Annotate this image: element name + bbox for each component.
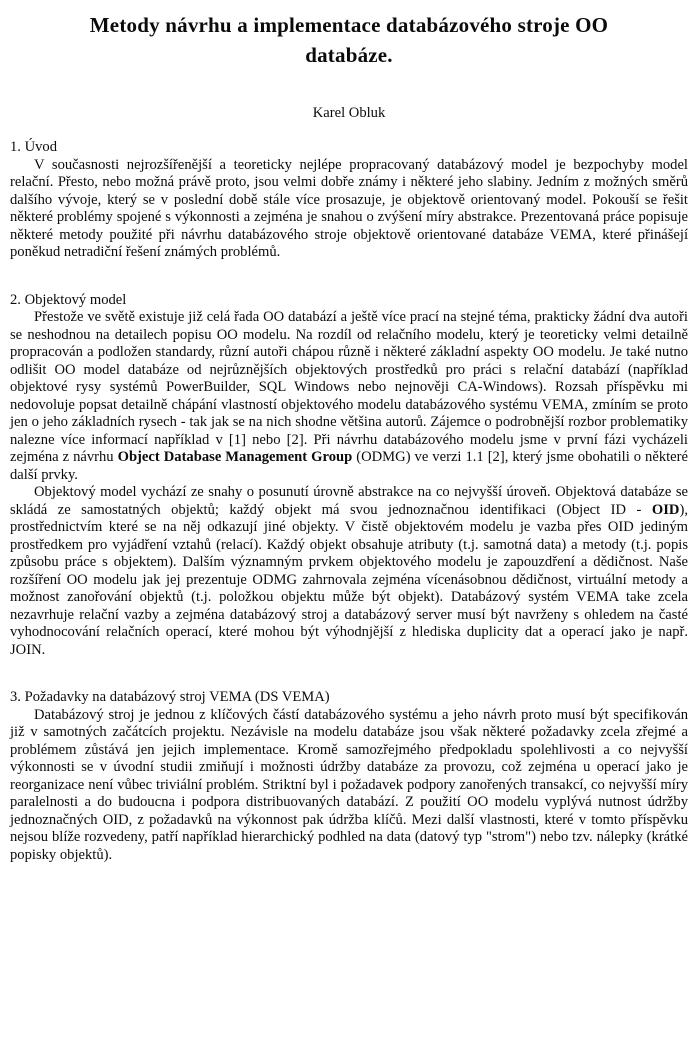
text-run: (ODMG) ve verzi 1.1 [2], který jsme obohatili o některé další prvky. <box>10 449 688 483</box>
paragraph <box>10 484 688 659</box>
paragraph <box>10 157 688 262</box>
section-heading: 1. Úvod <box>10 139 58 155</box>
paragraph <box>10 707 688 865</box>
author-name: Karel Obluk <box>312 105 386 121</box>
text-run: Objektový model vychází ze snahy o posunutí úrovně abstrakce na co nejvyšší úroveň. Objektová databáze se skládá ze samostatných objektů; každý objekt má svou jednoznačnou identifikaci (Object ID - <box>10 484 688 518</box>
bold-text-run: OID <box>651 501 680 518</box>
text-run: Databázový stroj je jednou z klíčových částí databázového systému a jeho návrh proto musí být specifikován již v samotných začátcích projektu. Nezávisle na modelu databáze jsou však některé požadavky zcela zřejmé a problémem zůstává jen jejich implementace. Kromě samozřejmého předpokladu spolehlivosti a co nejvyšší výkonnosti se v úvodní studii zmiňují i možnosti údržby databáze za provozu, což zejména u operací jako je reorganizace není vůbec triviální problém. Striktní byl i požadavek podpory zanořených transakcí, co nejvyšší míry paralelnosti a do budoucna i podpora distribuovaných databází. Z použití OO modelu vyplývá nutnost údržby jednoznačných OID, z požadavků na výkonnost pak údržba klíčů. Mezi další vlastnosti, které v tomto příspěvku nejsou blíže rozvedeny, patří například hierarchický podhled na data (datový typ "strom") nebo tzv. nálepky (krátké popisky objektů). <box>10 706 688 863</box>
text-run: ), prostřednictvím které se na něj odkazují jiné objekty. V čistě objektovém modelu je vazba přes OID jediným prostředkem pro vyjádření vztahů (relací). Každý objekt obsahuje atributy (t.j. samotná data) a metody (t.j. popis způsobu práce s objektem). Dalším významným prvkem objektového modelu je zapouzdření a dědičnost. Naše rozšíření OO modelu jak jej prezentuje ODMG zahrnovala zejména vícenásobnou dědičnost, virtuální metody a možnost zanořování objektů (t.j. položkou objektu může být objekt). Databázový systém VEMA take zcela nezavrhuje relační vazby a zejména databázový stroj a databázový server musí být navrženy s ohledem na časté vyhodnocování relačních operací, které mohou být výhodnjější z hlediska duplicity dat a operací jako je např. JOIN. <box>10 501 688 658</box>
document-body <box>10 139 688 864</box>
document-title: Metody návrhu a implementace databázového stroje OO databáze. <box>89 13 609 67</box>
text-run: Přestože ve světě existuje již celá řada OO databází a ještě více prací na stejné téma, prakticky žádní dva autoři se neshodnou na detailech popisu OO modelu. Na rozdíl od relačního modelu, který je teoreticky velmi detailně propracován a podložen standardy, různí autoři chápou různě i některé základní aspekty OO modelu. Je také nutno odlišit OO model databáze od nejrůznějších objektových prostředků pro práci s relační databází (například objektové rysy systémů PowerBuilder, SQL Windows nebo nejnověji CA-Windows). Rozsah příspěvku mi nedovoluje popsat detailně chápání vlastností objektového modelu databázového systému VEMA, zmíním se proto jen o jeho základních rysech - tak jak se na nich shodne většina autorů. Zájemce o podrobnější rozbor problematiky nalezne více informací například v [1] nebo [2]. Při návrhu databázového modelu jsme v první fázi vycházeli zejména z návrhu <box>10 309 688 465</box>
section-heading: 2. Objektový model <box>10 291 127 308</box>
paragraph <box>10 309 688 484</box>
section-heading: 3. Požadavky na databázový stroj VEMA (DS VEMA) <box>10 689 330 705</box>
bold-text-run: Object Database Management Group <box>117 449 353 465</box>
text-run: V současnosti nejrozšířenější a teoreticky nejlépe propracovaný databázový model je bezpochyby model relační. Přesto, nebo možná právě proto, jsou velmi dobře známy i některé jeho slabiny. Jedním z možných směrů dalšího vývoje, který se v poslední době stále více prosazuje, je objektově orientovaný model. Pokouší se řešit některé problémy spojené s výkonnosti a zejména je snahou o zvýšení míry abstrakce. Prezentovaná práce popisuje některé metody použité při návrhu databázového stroje objektově orientované databáze VEMA, které přinášejí poněkud netradiční řešení známých problémů. <box>10 156 688 260</box>
